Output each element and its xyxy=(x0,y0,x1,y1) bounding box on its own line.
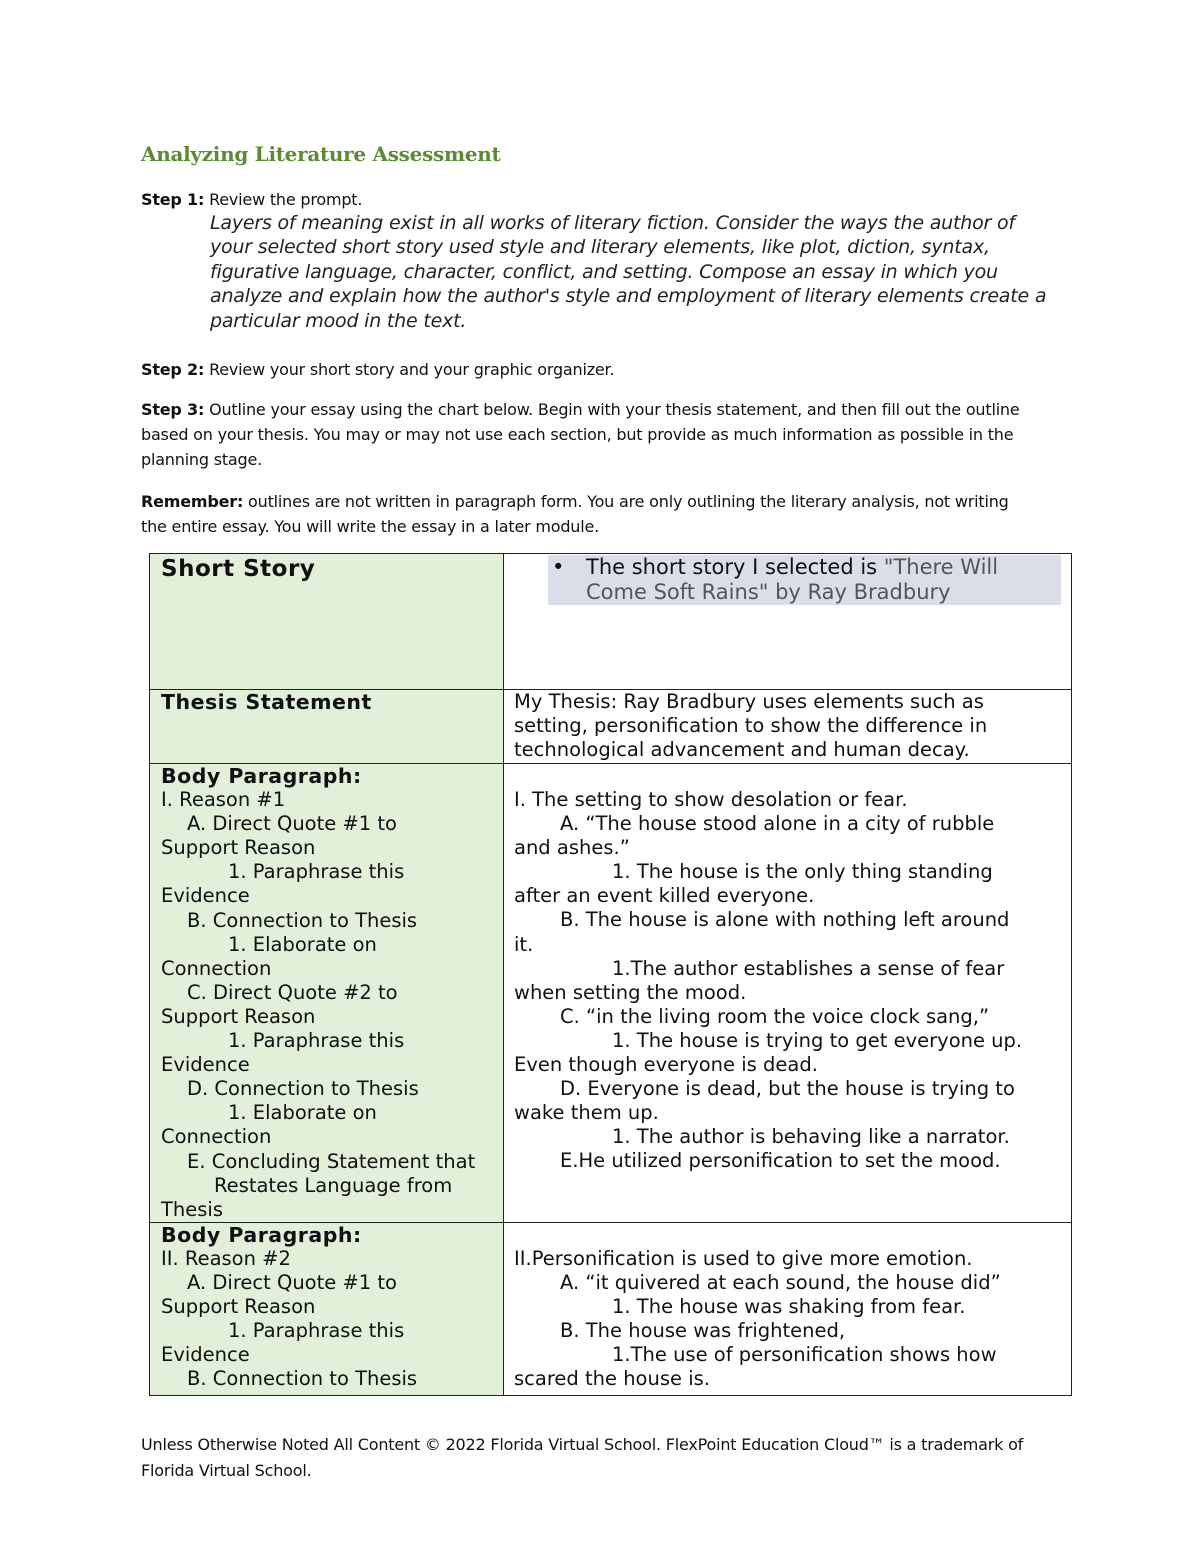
template-line: I. Reason #1 xyxy=(161,788,286,812)
short-story-answer-cell[interactable] xyxy=(504,554,1072,690)
template-line: II. Reason #2 xyxy=(161,1246,291,1270)
template-line: Evidence xyxy=(161,1053,250,1077)
body-2-answer-cell[interactable] xyxy=(504,1222,1072,1395)
page-title: Analyzing Literature Assessment xyxy=(141,142,501,166)
template-line: Connection xyxy=(161,956,272,980)
remember-text: outlines are not written in paragraph form. You are only outlining the literary analysis, not writing the entire essay. You will write the essay in a later module. xyxy=(141,492,1009,536)
bullet-icon: • xyxy=(552,555,565,579)
answer-line: and ashes.” xyxy=(514,836,630,860)
template-line: D. Connection to Thesis xyxy=(187,1077,419,1101)
body-1-template-cell xyxy=(150,764,504,1223)
answer-line: B. The house is alone with nothing left around xyxy=(560,908,1010,932)
step-2 xyxy=(141,357,1021,382)
template-line: 1. Elaborate on xyxy=(228,932,377,956)
short-story-header: Short Story xyxy=(161,556,316,582)
template-line: Connection xyxy=(161,1125,272,1149)
answer-line: 1. The house is trying to get everyone up. xyxy=(612,1028,1023,1052)
row-thesis xyxy=(150,690,1072,764)
template-line: Support Reason xyxy=(161,1004,316,1028)
template-line: 1. Paraphrase this xyxy=(228,1319,405,1343)
answer-line: when setting the mood. xyxy=(514,980,747,1004)
template-line: C. Direct Quote #2 to xyxy=(187,980,398,1004)
answer-line: after an event killed everyone. xyxy=(514,884,815,908)
template-line: Evidence xyxy=(161,884,250,908)
answer-line: 1.The use of personification shows how xyxy=(612,1343,997,1367)
answer-line: Even though everyone is dead. xyxy=(514,1053,818,1077)
answer-line: wake them up. xyxy=(514,1101,659,1125)
template-line: Thesis xyxy=(161,1197,224,1221)
template-line: 1. Paraphrase this xyxy=(228,1029,405,1053)
answer-line: 1. The house is the only thing standing xyxy=(612,860,993,884)
answer-line: D. Everyone is dead, but the house is trying to xyxy=(560,1077,1015,1101)
answer-line: C. “in the living room the voice clock sang,” xyxy=(560,1004,990,1028)
row-short-story xyxy=(150,554,1072,690)
step-3-label: Step 3: xyxy=(141,400,205,419)
step-2-text: Review your short story and your graphic organizer. xyxy=(204,360,615,379)
step-1-label: Step 1: xyxy=(141,190,205,209)
thesis-answer-cell[interactable] xyxy=(504,690,1072,764)
template-line: Support Reason xyxy=(161,1295,316,1319)
template-line: Support Reason xyxy=(161,836,316,860)
template-line: A. Direct Quote #1 to xyxy=(187,1270,397,1294)
row-body-paragraph-2 xyxy=(150,1222,1072,1395)
step-3-text: Outline your essay using the chart below. Begin with your thesis statement, and then fill out the outline based on your thesis. You may or may not use each section, but provide as much information as possible in the planning stage. xyxy=(141,400,1020,469)
template-line: 1. Elaborate on xyxy=(228,1101,377,1125)
step-1 xyxy=(141,187,1021,212)
answer-line: E.He utilized personification to set the mood. xyxy=(560,1149,1001,1173)
answer-line: II.Personification is used to give more emotion. xyxy=(514,1246,973,1270)
answer-line: A. “The house stood alone in a city of rubble xyxy=(560,812,995,836)
answer-line: scared the house is. xyxy=(514,1367,710,1391)
answer-line: 1. The house was shaking from fear. xyxy=(612,1294,966,1318)
body-1-answer-cell[interactable] xyxy=(504,764,1072,1223)
short-story-title: "There Will Come Soft Rains" by Ray Bradbury xyxy=(586,555,999,604)
body-1-header: Body Paragraph: xyxy=(161,764,362,788)
template-line: 1. Paraphrase this xyxy=(228,860,405,884)
thesis-text: My Thesis: Ray Bradbury uses elements such as setting, personification to show the difference in technological advancement and human decay. xyxy=(514,690,988,762)
remember-note xyxy=(141,489,1021,539)
answer-line: B. The house was frightened, xyxy=(560,1319,846,1343)
short-story-bullet xyxy=(548,555,1061,605)
body-2-header: Body Paragraph: xyxy=(161,1222,362,1247)
answer-line: I. The setting to show desolation or fear. xyxy=(514,788,908,811)
step-1-text: Review the prompt. xyxy=(204,190,363,209)
template-line: Restates Language from xyxy=(214,1173,453,1197)
template-line: A. Direct Quote #1 to xyxy=(187,812,397,836)
remember-label: Remember: xyxy=(141,492,244,511)
short-story-label-cell xyxy=(150,554,504,690)
thesis-label-cell xyxy=(150,690,504,764)
footer-copyright: Unless Otherwise Noted All Content © 2022 Florida Virtual School. FlexPoint Education Cloud™ is a trademark of Florida Virtual School. xyxy=(141,1435,1024,1480)
essay-prompt: Layers of meaning exist in all works of literary fiction. Consider the ways the author of your selected short story used style and literary elements, like plot, diction, syntax, figurative language, character, conflict, and setting. Compose an essay in which you analyze and explain how the author's style and employment of literary elements create a particular mood in the text. xyxy=(210,212,1047,332)
outline-table xyxy=(149,553,1072,1396)
answer-line: A. “it quivered at each sound, the house did” xyxy=(560,1270,1001,1294)
short-story-lead: The short story I selected is xyxy=(586,555,884,579)
step-2-label: Step 2: xyxy=(141,360,205,379)
row-body-paragraph-1 xyxy=(150,764,1072,1223)
template-line: B. Connection to Thesis xyxy=(187,1367,418,1391)
body-2-template-cell xyxy=(150,1222,504,1395)
answer-line: 1.The author establishes a sense of fear xyxy=(612,956,1005,980)
step-3 xyxy=(141,397,1021,472)
answer-line: 1. The author is behaving like a narrator. xyxy=(612,1125,1010,1149)
template-line: Evidence xyxy=(161,1343,250,1367)
answer-line: it. xyxy=(514,932,534,956)
template-line: B. Connection to Thesis xyxy=(187,908,418,932)
template-line: E. Concluding Statement that xyxy=(187,1149,476,1173)
thesis-header: Thesis Statement xyxy=(161,690,372,714)
